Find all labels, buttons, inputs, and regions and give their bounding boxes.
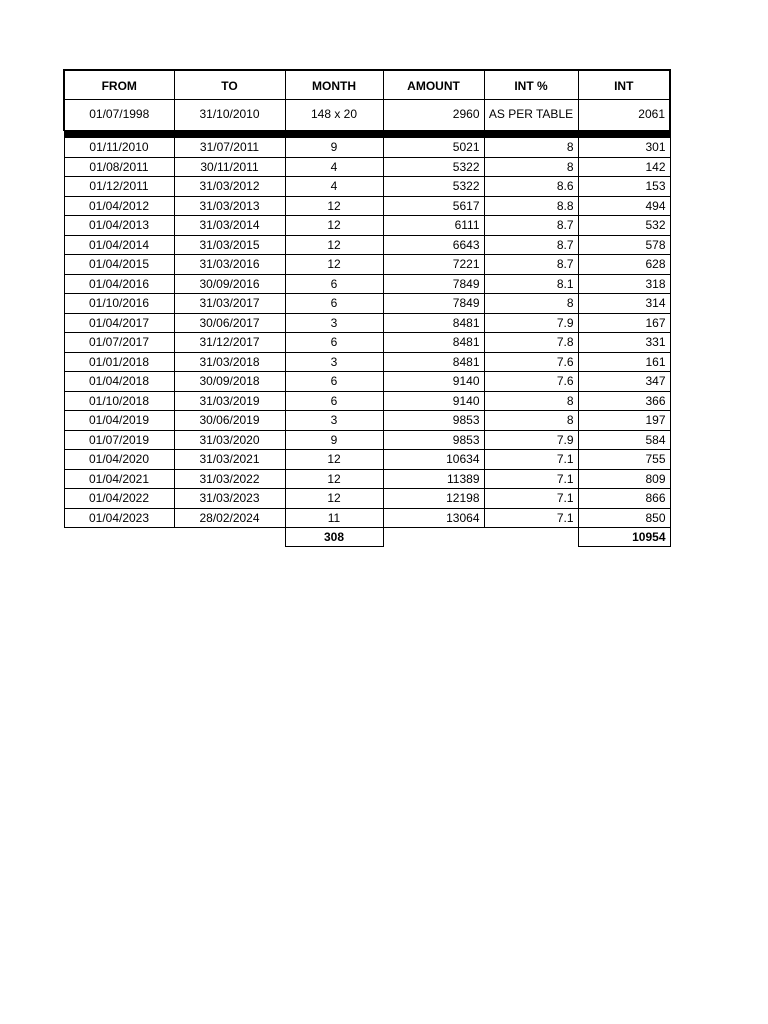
cell-rate: AS PER TABLE <box>484 100 578 131</box>
cell-from: 01/08/2011 <box>64 157 174 177</box>
cell-int: 301 <box>578 138 670 158</box>
cell-from: 01/04/2022 <box>64 489 174 509</box>
interest-table-sheet <box>63 69 671 547</box>
cell-rate: 8.8 <box>484 196 578 216</box>
cell-month: 148 x 20 <box>285 100 383 131</box>
table-row <box>64 333 670 353</box>
cell-int: 347 <box>578 372 670 392</box>
cell-from: 01/04/2013 <box>64 216 174 236</box>
cell-month: 6 <box>285 333 383 353</box>
cell-to: 31/07/2011 <box>174 138 285 158</box>
cell-amount: 10634 <box>383 450 484 470</box>
table-row <box>64 372 670 392</box>
total-int: 10954 <box>578 528 670 547</box>
header-amount: AMOUNT <box>383 70 484 100</box>
cell-int: 197 <box>578 411 670 431</box>
header-month: MONTH <box>285 70 383 100</box>
cell-to: 31/03/2017 <box>174 294 285 314</box>
table-row <box>64 294 670 314</box>
cell-rate: 7.6 <box>484 372 578 392</box>
cell-int: 809 <box>578 469 670 489</box>
cell-to: 31/03/2022 <box>174 469 285 489</box>
cell-int: 532 <box>578 216 670 236</box>
cell-month: 12 <box>285 216 383 236</box>
cell-amount: 11389 <box>383 469 484 489</box>
cell-from: 01/04/2023 <box>64 508 174 528</box>
table-row <box>64 216 670 236</box>
cell-from: 01/04/2015 <box>64 255 174 275</box>
table-row <box>64 235 670 255</box>
cell-from: 01/10/2016 <box>64 294 174 314</box>
table-row <box>64 508 670 528</box>
cell-rate: 8.7 <box>484 255 578 275</box>
cell-amount: 8481 <box>383 333 484 353</box>
cell-to: 30/06/2017 <box>174 313 285 333</box>
cell-from: 01/04/2014 <box>64 235 174 255</box>
cell-from: 01/04/2021 <box>64 469 174 489</box>
cell-month: 12 <box>285 235 383 255</box>
header-rate: INT % <box>484 70 578 100</box>
cell-month: 4 <box>285 157 383 177</box>
cell-amount: 5322 <box>383 157 484 177</box>
cell-to: 31/10/2010 <box>174 100 285 131</box>
cell-from: 01/04/2019 <box>64 411 174 431</box>
cell-int: 153 <box>578 177 670 197</box>
cell-rate: 7.6 <box>484 352 578 372</box>
cell-amount: 5021 <box>383 138 484 158</box>
cell-rate: 7.1 <box>484 508 578 528</box>
cell-amount: 7849 <box>383 294 484 314</box>
table-row <box>64 313 670 333</box>
cell-to: 31/03/2019 <box>174 391 285 411</box>
cell-int: 494 <box>578 196 670 216</box>
table-row <box>64 391 670 411</box>
cell-int: 318 <box>578 274 670 294</box>
cell-int: 167 <box>578 313 670 333</box>
cell-amount: 5322 <box>383 177 484 197</box>
cell-amount: 5617 <box>383 196 484 216</box>
table-row <box>64 450 670 470</box>
cell-from: 01/07/1998 <box>64 100 174 131</box>
cell-from: 01/12/2011 <box>64 177 174 197</box>
cell-int: 578 <box>578 235 670 255</box>
cell-to: 28/02/2024 <box>174 508 285 528</box>
cell-to: 31/12/2017 <box>174 333 285 353</box>
cell-from: 01/04/2012 <box>64 196 174 216</box>
cell-from: 01/10/2018 <box>64 391 174 411</box>
cell-month: 4 <box>285 177 383 197</box>
cell-int: 366 <box>578 391 670 411</box>
cell-month: 12 <box>285 469 383 489</box>
cell-from: 01/04/2017 <box>64 313 174 333</box>
cell-rate: 8.6 <box>484 177 578 197</box>
cell-to: 31/03/2012 <box>174 177 285 197</box>
cell-to: 31/03/2020 <box>174 430 285 450</box>
cell-int: 866 <box>578 489 670 509</box>
cell-to: 31/03/2016 <box>174 255 285 275</box>
cell-rate: 8.7 <box>484 235 578 255</box>
cell-amount: 9853 <box>383 411 484 431</box>
cell-to: 31/03/2015 <box>174 235 285 255</box>
cell-amount: 7849 <box>383 274 484 294</box>
cell-rate: 7.9 <box>484 430 578 450</box>
table-row <box>64 255 670 275</box>
cell-to: 30/06/2019 <box>174 411 285 431</box>
cell-int: 584 <box>578 430 670 450</box>
table-body <box>64 138 670 528</box>
cell-to: 30/09/2016 <box>174 274 285 294</box>
cell-int: 142 <box>578 157 670 177</box>
total-row <box>64 528 670 547</box>
cell-rate: 7.1 <box>484 450 578 470</box>
cell-month: 9 <box>285 430 383 450</box>
cell-amount: 9140 <box>383 391 484 411</box>
cell-month: 12 <box>285 196 383 216</box>
cell-month: 6 <box>285 391 383 411</box>
cell-to: 31/03/2021 <box>174 450 285 470</box>
cell-to: 31/03/2013 <box>174 196 285 216</box>
header-to: TO <box>174 70 285 100</box>
table-row <box>64 138 670 158</box>
cell-month: 11 <box>285 508 383 528</box>
cell-int: 331 <box>578 333 670 353</box>
cell-rate: 7.1 <box>484 489 578 509</box>
cell-int: 2061 <box>578 100 670 131</box>
table-row <box>64 177 670 197</box>
table-row <box>64 157 670 177</box>
cell-month: 12 <box>285 255 383 275</box>
table-row <box>64 469 670 489</box>
table-row <box>64 430 670 450</box>
section-divider <box>64 131 670 138</box>
table-row <box>64 196 670 216</box>
cell-from: 01/04/2020 <box>64 450 174 470</box>
cell-amount: 9853 <box>383 430 484 450</box>
cell-to: 30/09/2018 <box>174 372 285 392</box>
table-row <box>64 274 670 294</box>
cell-from: 01/11/2010 <box>64 138 174 158</box>
cell-rate: 8 <box>484 157 578 177</box>
interest-table <box>63 69 671 547</box>
cell-rate: 8.7 <box>484 216 578 236</box>
cell-month: 12 <box>285 450 383 470</box>
cell-month: 6 <box>285 294 383 314</box>
cell-int: 314 <box>578 294 670 314</box>
cell-rate: 8 <box>484 294 578 314</box>
cell-rate: 7.8 <box>484 333 578 353</box>
cell-month: 9 <box>285 138 383 158</box>
cell-rate: 7.9 <box>484 313 578 333</box>
cell-month: 3 <box>285 352 383 372</box>
total-month: 308 <box>285 528 383 547</box>
cell-month: 3 <box>285 313 383 333</box>
cell-amount: 6643 <box>383 235 484 255</box>
table-row <box>64 411 670 431</box>
cell-amount: 8481 <box>383 313 484 333</box>
cell-month: 6 <box>285 372 383 392</box>
cell-month: 12 <box>285 489 383 509</box>
header-from: FROM <box>64 70 174 100</box>
cell-int: 755 <box>578 450 670 470</box>
cell-amount: 9140 <box>383 372 484 392</box>
cell-to: 31/03/2014 <box>174 216 285 236</box>
cell-from: 01/07/2019 <box>64 430 174 450</box>
cell-amount: 2960 <box>383 100 484 131</box>
cell-rate: 7.1 <box>484 469 578 489</box>
table-row <box>64 352 670 372</box>
header-int: INT <box>578 70 670 100</box>
table-row <box>64 489 670 509</box>
cell-from: 01/04/2016 <box>64 274 174 294</box>
cell-rate: 8 <box>484 391 578 411</box>
cell-amount: 12198 <box>383 489 484 509</box>
cell-to: 31/03/2018 <box>174 352 285 372</box>
cell-amount: 13064 <box>383 508 484 528</box>
cell-amount: 7221 <box>383 255 484 275</box>
cell-rate: 8 <box>484 138 578 158</box>
cell-from: 01/04/2018 <box>64 372 174 392</box>
cell-from: 01/07/2017 <box>64 333 174 353</box>
cell-from: 01/01/2018 <box>64 352 174 372</box>
cell-amount: 8481 <box>383 352 484 372</box>
cell-to: 31/03/2023 <box>174 489 285 509</box>
cell-int: 850 <box>578 508 670 528</box>
cell-amount: 6111 <box>383 216 484 236</box>
header-row <box>64 70 670 100</box>
cell-to: 30/11/2011 <box>174 157 285 177</box>
cell-month: 3 <box>285 411 383 431</box>
cell-int: 628 <box>578 255 670 275</box>
cell-rate: 8 <box>484 411 578 431</box>
first-period-row <box>64 100 670 131</box>
cell-month: 6 <box>285 274 383 294</box>
cell-rate: 8.1 <box>484 274 578 294</box>
cell-int: 161 <box>578 352 670 372</box>
